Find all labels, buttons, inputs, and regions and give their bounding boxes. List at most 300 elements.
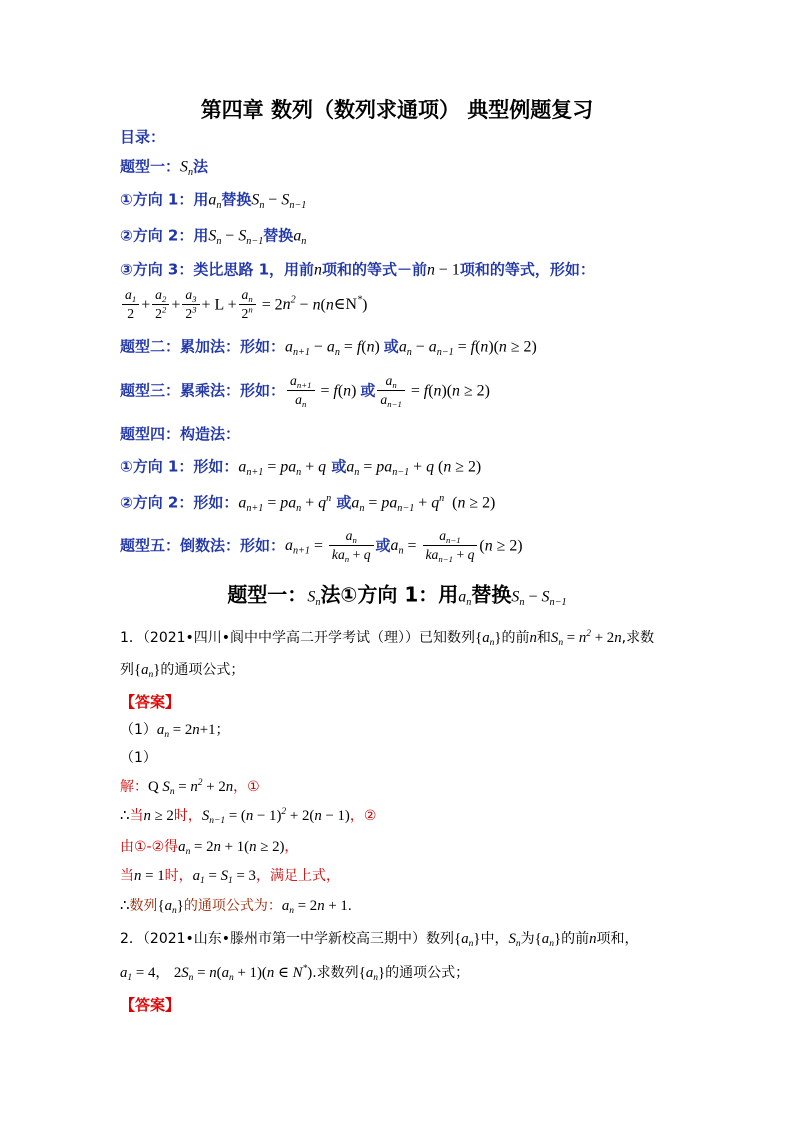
math-variable: a	[221, 965, 229, 981]
math-token	[426, 459, 434, 476]
math-variable: f	[470, 338, 476, 356]
toc-item-type4	[120, 424, 240, 444]
text-run: （1）	[120, 750, 157, 766]
math-token	[307, 589, 320, 606]
math-token	[214, 839, 221, 855]
subscript: n	[352, 534, 357, 545]
math-symbol: +	[409, 458, 427, 476]
math-token	[249, 839, 256, 855]
math-token	[535, 931, 542, 947]
math-token	[591, 630, 614, 646]
subscript: n−1	[289, 199, 307, 211]
fraction	[329, 528, 374, 564]
problem-1-solution-conclusion	[120, 896, 352, 916]
text-run: 替换	[471, 582, 512, 607]
fraction-denominator	[122, 306, 139, 323]
problem-1-solution-part	[120, 748, 157, 768]
math-token	[349, 548, 364, 563]
math-variable: q	[318, 458, 327, 476]
math-token	[294, 898, 317, 914]
subscript: n	[489, 638, 495, 649]
math-token	[285, 538, 310, 555]
math-token	[310, 339, 327, 356]
math-token	[452, 383, 460, 400]
math-variable: pa	[376, 458, 393, 476]
toc-example-formula	[120, 287, 367, 323]
math-variable: a	[120, 965, 128, 981]
math-symbol: ≥ 2)	[492, 537, 523, 555]
math-token	[120, 965, 133, 984]
math-variable: a	[380, 392, 388, 408]
math-token	[251, 192, 264, 209]
subscript: n	[549, 939, 554, 950]
math-variable: n	[134, 868, 142, 884]
math-symbol: (	[320, 296, 326, 314]
math-token	[380, 393, 401, 408]
fraction-numerator	[329, 528, 374, 546]
toc-item-type2	[120, 337, 537, 358]
subscript: n	[359, 502, 365, 514]
math-variable: S	[181, 965, 189, 981]
math-variable: S	[238, 227, 247, 245]
math-token	[177, 898, 184, 914]
math-token	[125, 287, 136, 302]
math-symbol: =	[364, 494, 382, 512]
math-token	[180, 159, 193, 176]
math-variable: pa	[280, 458, 297, 476]
math-token	[407, 383, 424, 400]
math-variable: n	[282, 296, 291, 314]
math-token	[541, 931, 554, 950]
math-token	[359, 965, 366, 981]
subscript: 1	[200, 876, 205, 887]
fraction-denominator	[329, 547, 374, 564]
text-run: 1．（2021•四川•阆中中学高二开学考试（理））已知数列	[120, 630, 476, 646]
math-token	[295, 393, 306, 408]
subscript: 1	[127, 973, 133, 984]
superscript: n	[326, 493, 332, 505]
math-variable: q	[467, 547, 475, 563]
math-symbol: (	[361, 338, 367, 356]
math-token	[451, 459, 481, 476]
text-run: ,求数	[621, 630, 655, 646]
text-run: ，①	[233, 779, 260, 795]
math-symbol: +	[414, 494, 432, 512]
math-token	[148, 779, 162, 795]
math-symbol: =	[339, 338, 357, 356]
text-run: 或	[383, 337, 399, 356]
math-symbol: ≥ 2)	[256, 839, 285, 855]
text-run: 替换	[221, 190, 252, 209]
text-run: 当	[120, 868, 134, 884]
math-symbol: + 1.	[324, 898, 352, 914]
fraction-denominator	[239, 306, 256, 323]
toc-item-type1	[120, 157, 208, 178]
math-token	[441, 383, 452, 400]
subscript: n	[148, 670, 154, 681]
text-run: 列	[120, 662, 134, 678]
superscript: *	[302, 964, 308, 975]
math-token	[178, 839, 191, 858]
math-variable: S	[550, 630, 559, 646]
subscript: n	[315, 596, 321, 608]
math-symbol: −	[524, 588, 542, 606]
math-symbol: (	[444, 494, 458, 512]
math-token	[454, 339, 471, 356]
subscript: n	[216, 199, 222, 211]
math-token	[465, 495, 495, 512]
math-symbol: 2	[241, 306, 249, 322]
subscript: n−1	[436, 346, 454, 358]
math-symbol: + 2	[591, 630, 615, 646]
subscript: n	[334, 346, 340, 358]
text-run: 题型二：累加法：形如：	[120, 337, 286, 356]
math-symbol: (	[434, 458, 444, 476]
subscript: n	[164, 730, 170, 741]
problem-2-answer-label: 【答案】	[120, 996, 181, 1014]
subscript: n−1	[549, 596, 567, 608]
subscript: n	[301, 399, 307, 410]
math-variable: S	[281, 191, 290, 209]
math-token	[192, 868, 205, 887]
math-token	[220, 868, 233, 887]
math-token	[258, 297, 283, 314]
math-variable: n	[484, 537, 493, 555]
text-run: 题型一：	[120, 157, 181, 176]
math-variable: n	[614, 630, 622, 646]
math-symbol: =	[359, 458, 377, 476]
fraction-denominator	[377, 392, 404, 409]
math-symbol: =	[174, 779, 191, 795]
page-title: 第四章 数列（数列求通项） 典型例题复习	[200, 98, 594, 122]
math-token	[488, 339, 499, 356]
math-token	[359, 459, 376, 476]
math-token	[151, 808, 174, 824]
math-token	[399, 339, 412, 356]
math-token	[314, 808, 321, 824]
math-token	[460, 383, 490, 400]
math-token	[362, 297, 367, 314]
math-variable: a	[293, 227, 302, 245]
subscript: n	[398, 545, 404, 557]
math-token	[169, 722, 192, 738]
text-run: 时，	[173, 808, 202, 824]
math-variable: a	[208, 191, 217, 209]
fraction	[287, 373, 314, 409]
math-symbol: }	[176, 898, 184, 914]
problem-1-solution-step	[120, 806, 376, 826]
math-token	[242, 287, 253, 302]
math-symbol: =	[316, 382, 334, 400]
math-variable: a	[156, 722, 165, 738]
math-token	[221, 228, 238, 245]
math-variable: n	[245, 808, 254, 824]
toc-item-type1-direction1	[120, 190, 306, 211]
math-symbol: + 1(	[220, 839, 250, 855]
math-variable: n	[366, 338, 375, 356]
math-token	[317, 898, 324, 914]
text-run: ②方向 2：形如：	[120, 493, 239, 512]
math-variable: a	[458, 588, 467, 606]
math-variable: N	[292, 965, 303, 981]
math-token	[156, 722, 170, 741]
math-variable: S	[511, 588, 520, 606]
math-token	[317, 383, 334, 400]
math-token	[286, 808, 314, 824]
math-token	[208, 192, 221, 209]
math-token	[314, 262, 322, 279]
math-symbol: + 1)(	[233, 965, 267, 981]
math-variable: n	[249, 839, 257, 855]
math-variable: f	[356, 338, 362, 356]
math-token	[375, 339, 384, 356]
math-symbol: = 4	[132, 965, 156, 981]
subscript: n	[171, 906, 177, 917]
math-variable: a	[482, 630, 490, 646]
fraction	[239, 287, 256, 323]
math-token	[181, 965, 194, 984]
subscript: n	[354, 466, 360, 478]
subscript: 2	[162, 293, 167, 304]
text-run: 数列	[129, 898, 158, 914]
subscript: n	[296, 466, 302, 478]
math-token	[200, 722, 216, 738]
math-token	[155, 287, 166, 302]
math-symbol: 2	[185, 306, 193, 322]
math-token	[238, 228, 263, 245]
math-token	[202, 297, 237, 314]
math-token	[434, 459, 443, 476]
superscript: 2	[290, 295, 296, 307]
math-symbol: −	[221, 227, 239, 245]
math-variable: a	[541, 931, 550, 947]
math-token	[185, 287, 196, 302]
text-run: ，	[155, 965, 174, 981]
text-run: 2．（2021•山东•滕州市第一中学新校高三期中）数列	[120, 931, 455, 947]
math-symbol: }	[153, 662, 161, 678]
subscript: n	[468, 939, 474, 950]
superscript: 2	[162, 305, 167, 316]
math-token	[325, 898, 352, 914]
math-token	[283, 297, 296, 314]
math-symbol: 2	[155, 306, 162, 322]
math-symbol: = 2	[190, 839, 214, 855]
math-variable: n	[452, 382, 460, 400]
math-token	[281, 898, 295, 917]
math-token	[293, 965, 308, 981]
math-symbol: ∴	[120, 808, 130, 824]
math-symbol: −	[411, 338, 429, 356]
math-symbol: 2	[173, 965, 182, 981]
math-token	[310, 538, 327, 555]
math-variable: a	[141, 662, 149, 678]
math-variable: a	[385, 373, 393, 389]
math-symbol: }	[494, 630, 502, 646]
math-variable: a	[326, 338, 335, 356]
math-token	[318, 459, 326, 476]
math-token	[346, 459, 359, 476]
toc-item-type4-direction2	[120, 493, 495, 514]
text-run: 项和的等式，形如：	[459, 260, 595, 279]
math-variable: a	[285, 338, 293, 356]
math-variable: S	[208, 227, 217, 245]
math-symbol: ∴	[120, 898, 130, 914]
math-token	[322, 808, 350, 824]
subscript: 1	[228, 876, 233, 887]
math-symbol: ≥ 2	[150, 808, 174, 824]
math-token	[429, 339, 454, 356]
superscript: n	[439, 493, 445, 505]
math-token	[351, 383, 360, 400]
subscript: n	[185, 847, 191, 858]
text-run: 的通项公式；	[385, 965, 470, 981]
math-variable: n	[213, 839, 221, 855]
text-run: ③方向 3：类比思路 1，用前	[120, 260, 315, 279]
math-symbol: )	[307, 965, 313, 981]
math-symbol: − 1)	[321, 808, 350, 824]
math-token	[155, 307, 166, 322]
subscript: n	[515, 939, 521, 950]
math-symbol: ≥ 2)	[465, 494, 496, 512]
math-token	[313, 297, 321, 314]
math-token	[274, 965, 292, 981]
text-run: 替换	[263, 226, 294, 245]
fraction-denominator	[423, 547, 478, 564]
math-variable: f	[333, 382, 338, 400]
math-variable: q	[431, 494, 440, 512]
math-token	[280, 495, 301, 512]
text-run: ②方向 2：用	[120, 226, 209, 245]
math-symbol: =	[403, 537, 421, 555]
math-variable: a	[398, 338, 407, 356]
subscript: n	[229, 973, 234, 984]
math-symbol: ∈	[274, 965, 293, 981]
math-variable: a	[192, 868, 201, 884]
subscript: n	[259, 199, 265, 211]
fraction	[377, 373, 404, 409]
math-token	[190, 779, 202, 795]
text-run: 时，	[164, 868, 193, 884]
text-run: ①方向 1：用	[120, 190, 209, 209]
math-symbol: ≥ 2)	[460, 382, 490, 400]
text-run: （1）	[120, 722, 157, 738]
math-symbol: =	[193, 965, 210, 981]
fraction-denominator	[152, 306, 169, 323]
math-variable: n	[443, 458, 452, 476]
math-variable: a	[241, 287, 249, 303]
math-token	[493, 538, 523, 555]
math-token	[404, 538, 421, 555]
subscript: n+1	[296, 379, 312, 390]
math-variable: a	[290, 373, 297, 389]
math-token	[190, 839, 213, 855]
math-token	[386, 373, 397, 388]
math-variable: n	[190, 779, 198, 795]
math-symbol: (	[216, 965, 222, 981]
math-token	[326, 297, 334, 314]
text-run: 或	[375, 536, 391, 555]
math-token	[318, 495, 331, 512]
math-symbol: (	[479, 537, 485, 555]
toc-item-type1-direction2	[120, 226, 306, 247]
math-symbol: )	[374, 338, 384, 356]
math-symbol: ∈N	[333, 296, 358, 314]
math-variable: a	[238, 494, 247, 512]
math-variable: n	[433, 382, 442, 400]
math-variable: n	[529, 630, 537, 646]
subscript: n−1	[387, 399, 402, 410]
math-token	[563, 630, 579, 646]
math-token	[185, 307, 196, 322]
math-symbol: )(	[488, 338, 499, 356]
subscript: n	[188, 973, 194, 984]
math-symbol: + 2	[202, 779, 226, 795]
math-symbol: (	[337, 382, 344, 400]
math-variable: q	[318, 494, 327, 512]
math-token	[143, 808, 150, 824]
math-symbol: = 1	[141, 868, 165, 884]
text-run: 的通项公式为：	[183, 898, 282, 914]
text-run: 项和，	[596, 931, 639, 947]
math-variable: n	[143, 808, 151, 824]
math-variable: a	[178, 839, 186, 855]
math-variable: a	[281, 898, 290, 914]
text-run: 解：	[120, 779, 148, 795]
math-token	[332, 548, 349, 563]
math-variable: S	[180, 158, 188, 176]
text-run: 的通项公式；	[160, 662, 245, 678]
text-run: 题型三：累乘法：形如：	[120, 381, 286, 400]
problem-1-answer-result	[120, 720, 230, 740]
text-run: 和	[536, 630, 551, 646]
section-heading	[0, 582, 794, 611]
problem-1-answer-label: 【答案】	[120, 693, 181, 711]
math-variable: n	[209, 965, 217, 981]
math-variable: a	[439, 528, 447, 544]
math-symbol: {	[454, 931, 462, 947]
math-symbol: = 2	[294, 898, 318, 914]
math-symbol: ≥ 2)	[506, 338, 537, 356]
math-token	[209, 965, 216, 981]
math-symbol: (	[428, 382, 434, 400]
fraction-denominator	[287, 392, 314, 409]
math-symbol: 2	[127, 306, 135, 322]
math-token	[233, 868, 256, 884]
math-token	[327, 339, 340, 356]
math-token	[193, 965, 209, 981]
text-run: 的前	[501, 630, 530, 646]
math-token	[203, 779, 226, 795]
fraction-numerator	[287, 373, 314, 391]
math-symbol: )	[351, 382, 361, 400]
math-symbol: − 1	[434, 261, 460, 279]
math-symbol: = 3	[232, 868, 256, 884]
math-variable: n	[480, 338, 489, 356]
text-run: 或	[331, 493, 352, 512]
math-token	[208, 228, 221, 245]
subscript: n+1	[292, 346, 310, 358]
math-token	[426, 548, 454, 563]
text-run: ①方向 1：形如：	[120, 457, 239, 476]
math-token	[301, 495, 318, 512]
superscript: 2	[197, 778, 203, 789]
math-token	[351, 495, 364, 512]
subscript: 3	[192, 293, 197, 304]
text-run: 或	[326, 457, 347, 476]
superscript: n	[248, 305, 253, 316]
subscript: n−1	[392, 466, 410, 478]
math-token	[141, 868, 164, 884]
